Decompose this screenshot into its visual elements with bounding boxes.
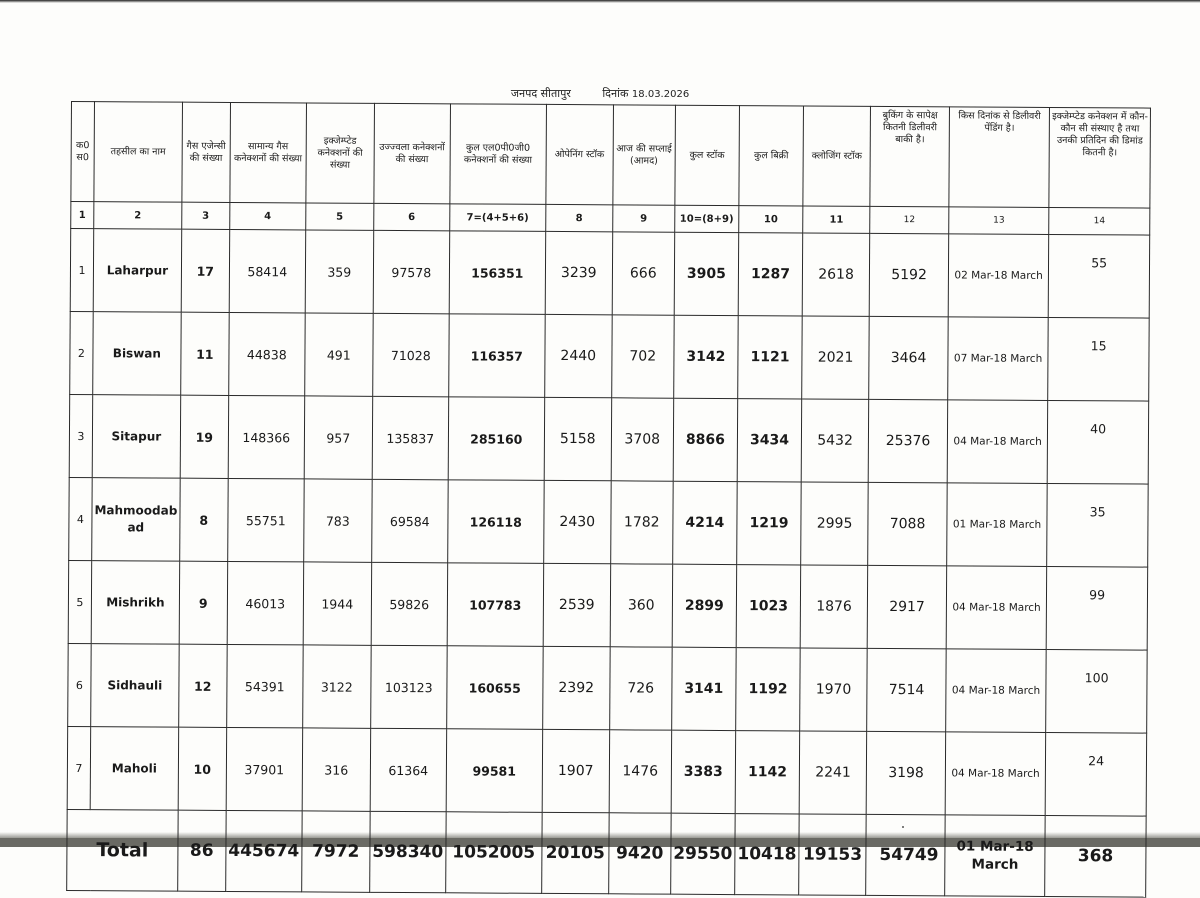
col-number: 3 [182, 202, 230, 229]
total-sales: 10418 [735, 814, 800, 895]
opening-stock-cell: 2440 [545, 314, 613, 397]
total-sales-cell: 1287 [738, 233, 803, 316]
supply-cell: 3708 [611, 398, 674, 481]
col-header: कुल बिक्री [739, 106, 804, 206]
col-header: सामान्य गैस कनेक्शनों की संख्या [230, 102, 307, 202]
total-ujjwala: 598340 [370, 811, 446, 892]
supply-cell: 726 [609, 647, 672, 730]
pending-since-cell: 01 Mar-18 March [947, 483, 1048, 567]
supply-cell: 360 [610, 564, 673, 647]
exempted-demand-cell: 99 [1046, 566, 1148, 650]
total-since: 01 Mar-18 March [945, 815, 1045, 897]
col-number: 10 [739, 206, 803, 233]
total-stock-cell: 3141 [671, 647, 736, 730]
closing-stock-cell: 1970 [800, 648, 868, 731]
serial-cell: 4 [69, 477, 93, 560]
total-connections-cell: 116357 [449, 314, 546, 398]
ujjwala-connections-cell: 135837 [372, 396, 448, 479]
table-row [70, 229, 1150, 319]
general-connections-cell: 44838 [229, 312, 305, 395]
tehsil-name-cell: Sitapur [92, 395, 180, 479]
district-name: जनपद सीतापुर [510, 87, 571, 100]
pending-delivery-cell: 5192 [869, 233, 949, 316]
general-connections-cell: 148366 [228, 395, 304, 478]
total-supply: 9420 [608, 813, 670, 894]
exempted-demand-cell: 35 [1047, 483, 1149, 567]
total-connections-cell: 285160 [448, 397, 545, 481]
tehsil-name-cell: Laharpur [93, 229, 181, 313]
table-row [67, 726, 1147, 816]
col-number: 6 [374, 203, 450, 230]
col-header: बुकिंग के सापेक्ष कितनी डिलीवरी बाकी है। [870, 106, 950, 206]
total-stock-cell: 4214 [673, 481, 738, 564]
date-group [602, 87, 689, 100]
general-connections-cell: 46013 [227, 561, 303, 644]
closing-stock-cell: 2241 [799, 731, 867, 814]
total-general: 445674 [226, 810, 302, 891]
total-stock-cell: 8866 [673, 398, 738, 481]
serial-cell: 1 [70, 229, 94, 312]
pending-since-cell: 04 Mar-18 March [945, 732, 1046, 816]
tehsil-name-cell: Mahmoodab ad [92, 478, 180, 562]
lpg-report-table [66, 101, 1151, 898]
general-connections-cell: 58414 [229, 229, 305, 312]
col-header: इक्जेम्प्टेड कनेक्शनों की संख्या [306, 103, 375, 203]
table-row [69, 394, 1149, 484]
ujjwala-connections-cell: 61364 [370, 728, 446, 811]
total-exempted: 7972 [302, 811, 370, 892]
serial-cell: 2 [70, 311, 94, 394]
total-sales-cell: 1023 [736, 565, 801, 648]
supply-cell: 702 [612, 315, 675, 398]
serial-cell: 5 [68, 560, 92, 643]
total-sales-cell: 3434 [737, 399, 802, 482]
pending-delivery-cell: 3464 [869, 316, 949, 399]
exempted-demand-cell: 100 [1046, 649, 1148, 733]
pending-since-cell: 07 Mar-18 March [948, 317, 1049, 401]
date-value: 18.03.2026 [631, 89, 690, 100]
col-number: 13 [949, 207, 1049, 235]
pending-delivery-cell: 7514 [867, 648, 947, 731]
exempted-connections-cell: 1944 [303, 562, 372, 645]
closing-stock-cell: 2995 [801, 482, 869, 565]
col-number: 7=(4+5+6) [450, 204, 546, 232]
opening-stock-cell: 2392 [542, 646, 610, 729]
pending-since-cell: 04 Mar-18 March [947, 400, 1048, 484]
pending-delivery-cell: 7088 [868, 482, 948, 565]
col-header: आज की सप्लाई (आमद) [613, 105, 676, 205]
tehsil-name-cell: Biswan [93, 312, 181, 396]
col-number: 4 [230, 202, 306, 229]
total-agencies: 86 [178, 810, 226, 891]
closing-stock-cell: 2021 [802, 316, 870, 399]
total-connections-cell: 156351 [449, 231, 546, 315]
col-header: कुल स्टॉक [675, 105, 740, 205]
col-number: 5 [306, 203, 374, 230]
table-row [70, 311, 1150, 401]
paper-top-edge [0, 0, 1200, 3]
total-connections-cell: 126118 [448, 480, 545, 564]
agencies-cell: 9 [179, 561, 228, 644]
col-header: उज्ज्वला कनेक्शनों की संख्या [374, 103, 451, 203]
closing-stock-cell: 1876 [800, 565, 868, 648]
exempted-connections-cell: 3122 [303, 645, 372, 728]
col-header: क्लोजिंग स्टॉक [803, 106, 871, 206]
agencies-cell: 12 [179, 644, 228, 727]
exempted-demand-cell: 24 [1045, 732, 1147, 816]
total-stock-cell: 3383 [671, 730, 736, 813]
ujjwala-connections-cell: 71028 [373, 313, 449, 396]
total-closing: 19153 [799, 814, 866, 895]
supply-cell: 666 [612, 232, 675, 315]
col-number: 2 [94, 202, 182, 230]
total-stock: 29550 [670, 813, 735, 894]
ujjwala-connections-cell: 103123 [371, 645, 447, 728]
tehsil-name-cell: Maholi [90, 727, 178, 811]
total-connections-cell: 99581 [446, 729, 543, 813]
opening-stock-cell: 5158 [544, 397, 612, 480]
exempted-connections-cell: 491 [305, 313, 374, 396]
exempted-demand-cell: 40 [1047, 400, 1149, 484]
exempted-connections-cell: 316 [302, 728, 371, 811]
total-connections-cell: 107783 [447, 563, 544, 647]
supply-cell: 1782 [611, 481, 674, 564]
total-stock-cell: 3142 [674, 315, 739, 398]
total-opening: 20105 [541, 812, 608, 893]
total-label: Total [67, 809, 178, 891]
pending-delivery-cell: 3198 [866, 731, 946, 814]
ujjwala-connections-cell: 97578 [373, 230, 449, 313]
serial-cell: 6 [68, 643, 92, 726]
total-stock-cell: 2899 [672, 564, 737, 647]
closing-stock-cell: 5432 [801, 399, 869, 482]
col-header: क0 स0 [71, 102, 95, 202]
table-row [69, 477, 1149, 567]
col-header: ओपेनिंग स्टॉक [546, 104, 614, 204]
serial-cell: 7 [67, 726, 91, 809]
col-header: किस दिनांक से डिलीवरी पेंडिंग है। [949, 107, 1050, 208]
pending-since-cell: 04 Mar-18 March [946, 649, 1047, 733]
exempted-demand-cell: 15 [1048, 317, 1150, 401]
general-connections-cell: 54391 [227, 644, 303, 727]
col-header: गैस एजेन्सी की संख्या [182, 102, 231, 202]
general-connections-cell: 37901 [226, 727, 302, 810]
opening-stock-cell: 2430 [544, 480, 612, 563]
total-stock-cell: 3905 [674, 232, 739, 315]
pending-delivery-cell: 2917 [867, 565, 947, 648]
table-row [68, 643, 1148, 733]
col-number: 1 [71, 202, 94, 229]
pending-since-cell: 04 Mar-18 March [946, 566, 1047, 650]
col-number: 11 [803, 206, 870, 233]
total-sales-cell: 1121 [738, 316, 803, 399]
agencies-cell: 19 [180, 395, 229, 478]
total-connections: 1052005 [445, 812, 541, 894]
tehsil-name-cell: Mishrikh [91, 561, 179, 645]
ujjwala-connections-cell: 59826 [371, 562, 447, 645]
general-connections-cell: 55751 [228, 478, 304, 561]
opening-stock-cell: 3239 [545, 231, 613, 314]
agencies-cell: 10 [178, 727, 227, 810]
col-number: 8 [546, 204, 613, 231]
exempted-connections-cell: 359 [305, 230, 374, 313]
total-sales-cell: 1142 [735, 731, 800, 814]
opening-stock-cell: 2539 [543, 563, 611, 646]
tehsil-name-cell: Sidhauli [91, 644, 179, 728]
total-connections-cell: 160655 [447, 646, 544, 730]
serial-cell: 3 [69, 394, 93, 477]
supply-cell: 1476 [609, 730, 672, 813]
agencies-cell: 8 [180, 478, 229, 561]
total-pending: 54749 [866, 814, 945, 895]
exempted-connections-cell: 957 [304, 396, 373, 479]
col-number: 10=(8+9) [675, 205, 739, 232]
ujjwala-connections-cell: 69584 [372, 479, 448, 562]
opening-stock-cell: 1907 [542, 729, 610, 812]
total-sales-cell: 1192 [736, 648, 801, 731]
exempted-demand-cell: 55 [1048, 234, 1150, 318]
col-header: इक्जेम्प्टेड कनेक्शन में कौन-कौन सी संस्थाए है तथा उनकी प्रतिदिन की डिमांड कितनी है। [1049, 107, 1151, 208]
report-title [0, 86, 1200, 101]
exempted-connections-cell: 783 [304, 479, 373, 562]
col-header: तहसील का नाम [94, 102, 182, 203]
closing-stock-cell: 2618 [802, 233, 870, 316]
col-number: 14 [1049, 207, 1150, 235]
pending-since-cell: 02 Mar-18 March [948, 234, 1049, 318]
pending-delivery-cell: 25376 [868, 399, 948, 482]
total-sales-cell: 1219 [737, 482, 802, 565]
col-number: 12 [870, 206, 949, 233]
table-row [68, 560, 1148, 650]
total-row [67, 809, 1147, 897]
date-label: दिनांक [602, 87, 629, 100]
agencies-cell: 11 [181, 312, 230, 395]
col-number: 9 [613, 205, 675, 232]
col-header: कुल एल0पी0जी0 कनेक्शनों की संख्या [450, 104, 547, 205]
total-demand: 368 [1045, 815, 1146, 897]
header-row [71, 102, 1151, 209]
agencies-cell: 17 [181, 229, 230, 312]
